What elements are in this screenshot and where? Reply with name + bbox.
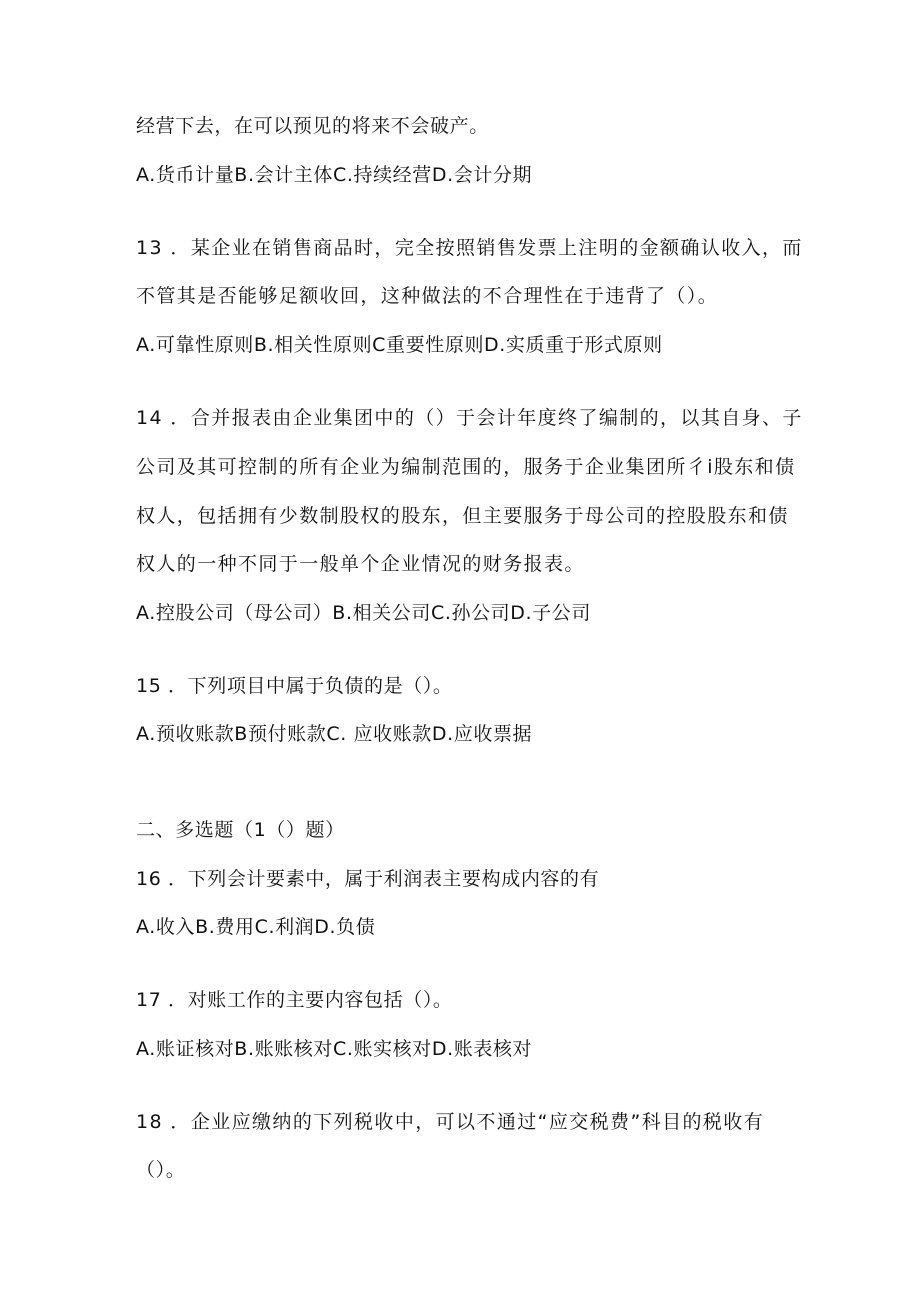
question-15: 15 ．下列项目中属于负债的是（）。 bbox=[136, 675, 453, 697]
question-18-line-2: （）。 bbox=[136, 1159, 186, 1181]
answer-options-12: A.货币计量B.会计主体C.持续经营D.会计分期 bbox=[136, 164, 533, 186]
answer-options-16: A.收入B.费用C.利润D.负债 bbox=[136, 916, 376, 938]
question-14-line-1: 14 ．合并报表由企业集团中的（）于会计年度终了编制的，以其自身、子 bbox=[136, 407, 803, 429]
text-line-continuation-12: 经营下去，在可以预见的将来不会破产。 bbox=[136, 115, 489, 137]
section-heading-multiple-choice: 二、多选题（1（）题） bbox=[136, 819, 345, 841]
question-13-line-2: 不管其是否能够足额收回，这种做法的不合理性在于违背了（）。 bbox=[136, 285, 719, 307]
answer-options-14: A.控股公司（母公司）B.相关公司C.孙公司D.子公司 bbox=[136, 602, 591, 624]
question-18-line-1: 18 ．企业应缴纳的下列税收中，可以不通过“应交税费”科目的税收有 bbox=[136, 1111, 765, 1133]
question-17: 17 ．对账工作的主要内容包括（）。 bbox=[136, 989, 453, 1011]
question-14-line-3: 权人，包括拥有少数制股权的股东，但主要服务于母公司的控股股东和债 bbox=[136, 505, 789, 527]
question-16: 16 ．下列会计要素中，属于利润表主要构成内容的有 bbox=[136, 868, 600, 890]
answer-options-15: A.预收账款B预付账款C. 应收账款D.应收票据 bbox=[136, 723, 533, 745]
answer-options-13: A.可靠性原则B.相关性原则C重要性原则D.实质重于形式原则 bbox=[136, 334, 663, 356]
answer-options-17: A.账证核对B.账账核对C.账实核对D.账表核对 bbox=[136, 1038, 533, 1060]
question-14-line-2: 公司及其可控制的所有企业为编制范围的，服务于企业集团所彳i股东和债 bbox=[136, 456, 796, 478]
question-14-line-4: 权人的一种不同于一般单个企业情况的财务报表。 bbox=[136, 553, 585, 575]
question-13-line-1: 13 ．某企业在销售商品时，完全按照销售发票上注明的金额确认收入，而 bbox=[136, 237, 803, 259]
